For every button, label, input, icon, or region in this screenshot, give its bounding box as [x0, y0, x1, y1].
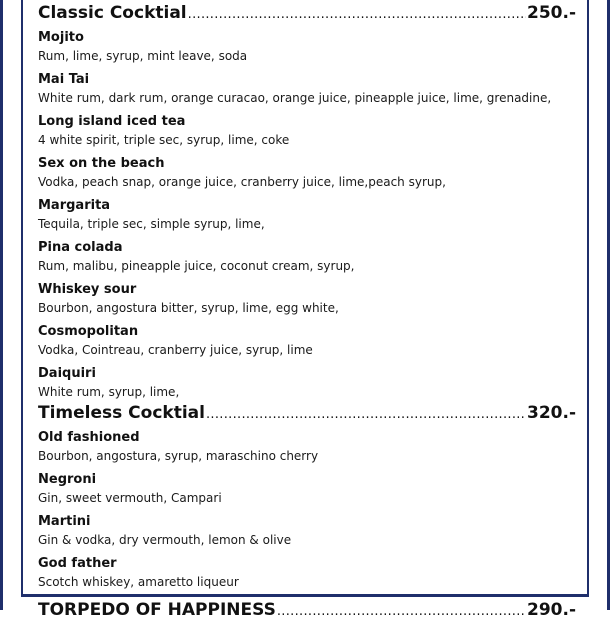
section-price: 250.-	[527, 3, 576, 23]
section-title: Classic Cocktial	[38, 3, 187, 23]
menu-item	[38, 471, 576, 511]
menu-item	[38, 197, 576, 237]
menu-item	[38, 429, 576, 469]
menu-item	[38, 71, 576, 111]
menu-item	[38, 365, 576, 405]
item-description: Vodka, peach snap, orange juice, cranberry juice, lime,peach syrup,	[38, 175, 446, 189]
item-description: Gin, sweet vermouth, Campari	[38, 491, 222, 505]
item-name: Old fashioned	[38, 430, 140, 445]
menu-item	[38, 155, 576, 195]
section-classic-cocktail	[38, 3, 576, 405]
item-description: Bourbon, angostura bitter, syrup, lime, egg white,	[38, 301, 339, 315]
item-name: God father	[38, 556, 117, 571]
item-list	[38, 29, 576, 405]
dot-leader	[206, 403, 526, 423]
item-name: Mojito	[38, 30, 84, 45]
section-heading	[38, 3, 576, 25]
dot-leader	[188, 3, 526, 23]
item-description: Gin & vodka, dry vermouth, lemon & olive	[38, 533, 292, 547]
menu-item	[38, 113, 576, 153]
section-title: Timeless Cocktial	[38, 403, 205, 423]
item-name: Martini	[38, 514, 91, 529]
section-price: 290.-	[527, 600, 576, 620]
item-description: Rum, lime, syrup, mint leave, soda	[38, 49, 248, 63]
item-description: 4 white spirit, triple sec, syrup, lime, coke	[38, 133, 290, 147]
item-description: Vodka, Cointreau, cranberry juice, syrup, lime	[38, 343, 313, 357]
outer-border-left	[0, 0, 3, 610]
item-name: Negroni	[38, 472, 97, 487]
item-list	[38, 429, 576, 595]
section-torpedo-of-happiness	[38, 600, 576, 622]
item-description: Scotch whiskey, amaretto liqueur	[38, 575, 239, 589]
section-price: 320.-	[527, 403, 576, 423]
item-name: Mai Tai	[38, 72, 90, 87]
section-title: TORPEDO OF HAPPINESS	[38, 600, 276, 620]
item-description: White rum, dark rum, orange curacao, orange juice, pineapple juice, lime, grenadine,	[38, 91, 552, 105]
section-heading	[38, 600, 576, 622]
menu-item	[38, 323, 576, 363]
item-name: Whiskey sour	[38, 282, 137, 297]
item-name: Sex on the beach	[38, 156, 165, 171]
menu-item	[38, 281, 576, 321]
item-name: Margarita	[38, 198, 111, 213]
dot-leader	[277, 600, 526, 620]
item-description: Tequila, triple sec, simple syrup, lime,	[38, 217, 265, 231]
section-heading	[38, 403, 576, 425]
item-name: Cosmopolitan	[38, 324, 139, 339]
item-description: Bourbon, angostura, syrup, maraschino cherry	[38, 449, 319, 463]
item-name: Pina colada	[38, 240, 123, 255]
menu-item	[38, 29, 576, 69]
item-name: Daiquiri	[38, 366, 96, 381]
item-description: White rum, syrup, lime,	[38, 385, 180, 399]
item-description: Rum, malibu, pineapple juice, coconut cream, syrup,	[38, 259, 355, 273]
menu-item	[38, 555, 576, 595]
menu-item	[38, 513, 576, 553]
frame-border-left	[21, 0, 23, 596]
section-timeless-cocktail	[38, 403, 576, 595]
frame-border-right	[587, 0, 589, 596]
item-name: Long island iced tea	[38, 114, 186, 129]
menu-item	[38, 239, 576, 279]
